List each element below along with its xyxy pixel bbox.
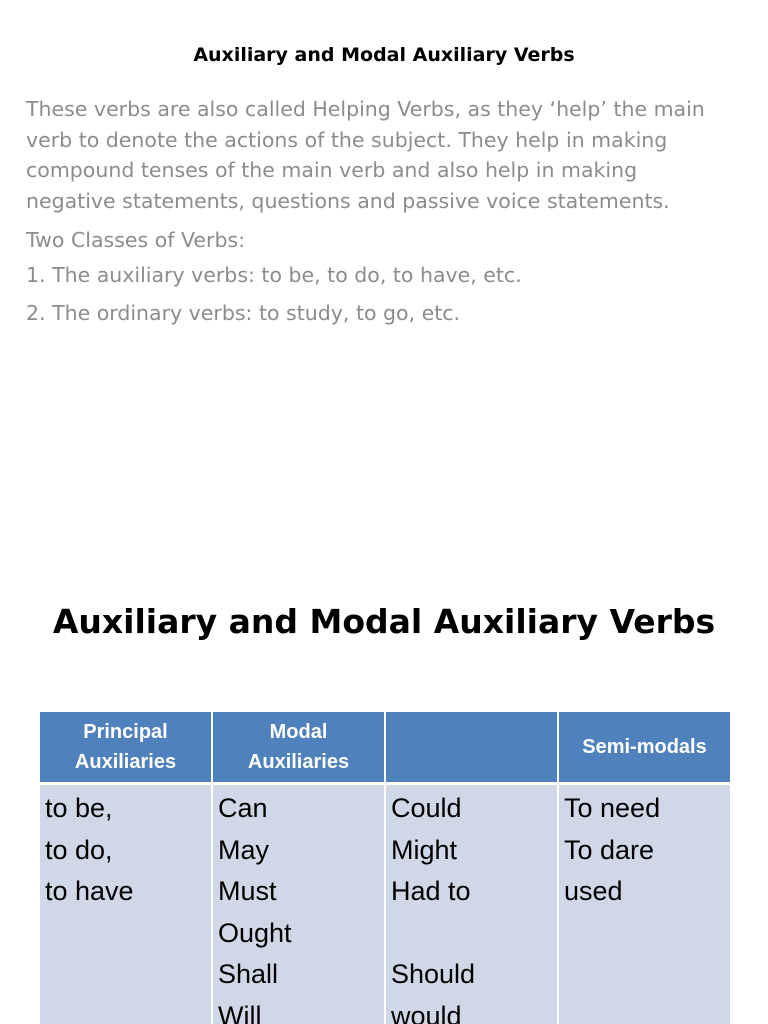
header-semi-modals: Semi-modals — [558, 711, 731, 784]
cell-line — [45, 996, 207, 1024]
header-modal-auxiliaries: Modal Auxiliaries — [212, 711, 385, 784]
table-row — [39, 784, 731, 1024]
class-item-ordinary: 2. The ordinary verbs: to study, to go, etc. — [26, 301, 461, 325]
cell-past-modals — [385, 784, 558, 1024]
class-item-auxiliary: 1. The auxiliary verbs: to be, to do, to have, etc. — [26, 263, 522, 287]
cell-line: Should — [391, 959, 476, 989]
cell-line: Ought — [218, 917, 292, 948]
cell-line — [391, 913, 553, 955]
table-header-row — [39, 711, 731, 784]
cell-line: used — [564, 876, 623, 906]
classes-heading: Two Classes of Verbs: — [26, 228, 246, 252]
cell-line — [564, 913, 726, 955]
cell-line: Had to — [391, 876, 471, 906]
cell-line — [45, 954, 207, 996]
cell-line: To need — [564, 793, 661, 823]
slide-1-title: Auxiliary and Modal Auxiliary Verbs — [193, 44, 575, 66]
cell-line: To dare — [564, 834, 655, 865]
cell-line: Will — [218, 1000, 262, 1024]
cell-line: Might — [391, 834, 458, 865]
cell-line — [45, 913, 207, 955]
cell-line — [564, 996, 726, 1024]
cell-line: Can — [218, 793, 268, 823]
cell-line: Must — [218, 876, 277, 906]
cell-line: would — [391, 1000, 462, 1024]
verb-table — [38, 710, 732, 1024]
cell-modal-auxiliaries — [212, 784, 385, 1024]
slide-2-title: Auxiliary and Modal Auxiliary Verbs — [52, 602, 716, 641]
cell-line: to be, — [45, 793, 113, 823]
intro-paragraph: These verbs are also called Helping Verbs, as they ‘help’ the main verb to denote the actions of the subject. They help in making compound tenses of the main verb and also help in making negative statements, questions and passive voice statements. — [26, 97, 705, 213]
header-principal-auxiliaries: Principal Auxiliaries — [39, 711, 212, 784]
cell-line: May — [218, 834, 270, 865]
cell-line: to have — [45, 876, 134, 906]
cell-line: to do, — [45, 834, 113, 865]
cell-line — [564, 954, 726, 996]
cell-line: Shall — [218, 959, 279, 989]
header-empty — [385, 711, 558, 784]
cell-principal-auxiliaries — [39, 784, 212, 1024]
cell-line: Could — [391, 793, 462, 823]
cell-semi-modals — [558, 784, 731, 1024]
